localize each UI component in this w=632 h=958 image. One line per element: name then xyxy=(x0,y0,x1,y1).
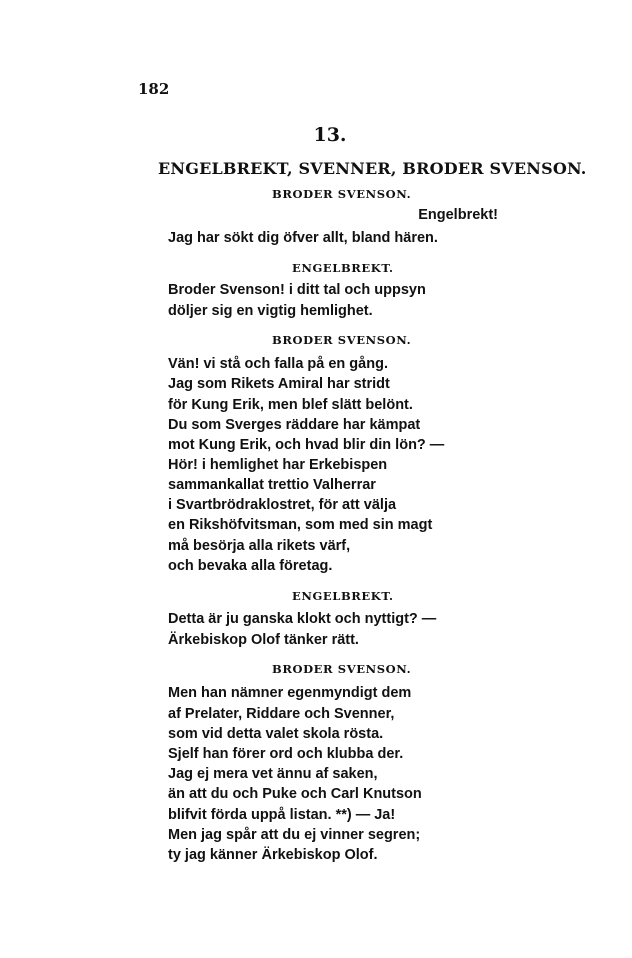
verse-line: Jag har sökt dig öfver allt, bland hären. xyxy=(168,230,438,246)
characters-heading: ENGELBREKT, SVENNER, BRODER SVENSON. xyxy=(158,159,587,178)
scene-number: 13. xyxy=(313,124,347,146)
verse-line: Vän! vi stå och falla på en gång. xyxy=(168,356,388,372)
verse-line: en Rikshöfvitsman, som med sin magt xyxy=(168,517,433,533)
verse-line: än att du och Puke och Carl Knutson xyxy=(168,786,422,802)
verse-line: döljer sig en vigtig hemlighet. xyxy=(168,303,373,319)
verse-line: Hör! i hemlighet har Erkebispen xyxy=(168,457,388,473)
verse-line: Broder Svenson! i ditt tal och uppsyn xyxy=(168,282,426,298)
verse-line: Du som Sverges räddare har kämpat xyxy=(168,417,421,433)
verse-line: för Kung Erik, men blef slätt belönt. xyxy=(168,397,413,413)
verse-line: Ärkebiskop Olof tänker rätt. xyxy=(168,632,359,648)
verse-line: Jag ej mera vet ännu af saken, xyxy=(168,766,378,782)
speaker-name: ENGELBREKT. xyxy=(292,589,394,603)
verse-line: af Prelater, Riddare och Svenner, xyxy=(168,706,395,722)
verse-line: Sjelf han förer ord och klubba der. xyxy=(168,746,404,762)
verse-line: sammankallat trettio Valherrar xyxy=(168,477,376,493)
verse-line: Men han nämner egenmyndigt dem xyxy=(168,685,412,701)
verse-line: Men jag spår att du ej vinner segren; xyxy=(168,827,421,843)
verse-line: i Svartbrödraklostret, för att välja xyxy=(168,497,397,513)
speaker-name: BRODER SVENSON. xyxy=(272,187,412,201)
speaker-name: BRODER SVENSON. xyxy=(272,662,412,676)
verse-line: Engelbrekt! xyxy=(418,207,498,223)
verse-line: blifvit förda uppå listan. **) — Ja! xyxy=(168,807,396,823)
page-number: 182 xyxy=(138,80,170,98)
speaker-name: BRODER SVENSON. xyxy=(272,333,412,347)
verse-line: som vid detta valet skola rösta. xyxy=(168,726,384,742)
verse-line: Jag som Rikets Amiral har stridt xyxy=(168,376,390,392)
verse-line: och bevaka alla företag. xyxy=(168,558,333,574)
speaker-name: ENGELBREKT. xyxy=(292,261,394,275)
verse-line: mot Kung Erik, och hvad blir din lön? — xyxy=(168,437,445,453)
verse-line: Detta är ju ganska klokt och nyttigt? — xyxy=(168,611,437,627)
verse-line: må besörja alla rikets värf, xyxy=(168,538,351,554)
verse-line: ty jag känner Ärkebiskop Olof. xyxy=(168,847,378,863)
